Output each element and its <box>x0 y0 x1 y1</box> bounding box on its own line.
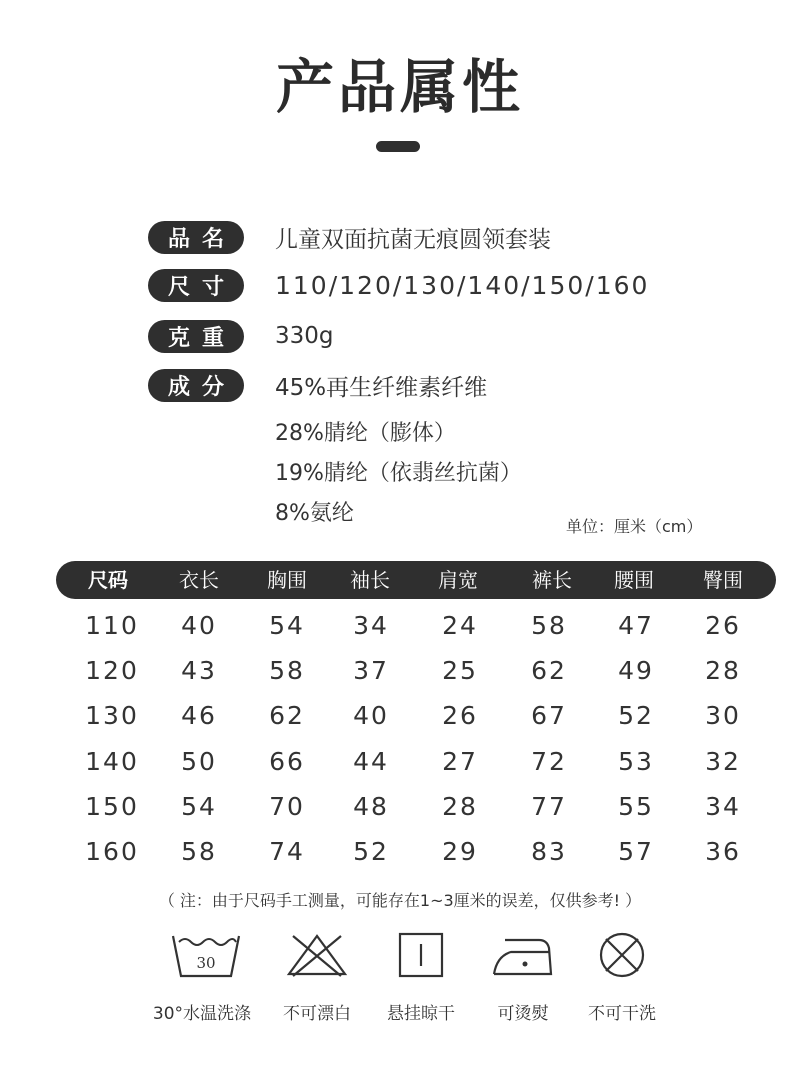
table-cell: 24 <box>442 611 478 640</box>
table-cell: 34 <box>705 792 741 821</box>
table-cell: 72 <box>531 747 567 776</box>
measurement-note: （ 注：由于尺码手工测量，可能存在1~3厘米的误差，仅供参考! ） <box>158 891 642 910</box>
attr-row-name <box>148 220 551 254</box>
table-header-cell: 尺码 <box>88 568 128 592</box>
table-header-cell: 衣长 <box>179 568 219 592</box>
attr-value: 儿童双面抗菌无痕圆领套装 <box>275 226 551 253</box>
table-cell: 52 <box>618 701 654 730</box>
table-cell: 58 <box>269 656 305 685</box>
table-cell: 53 <box>618 747 654 776</box>
table-cell: 36 <box>705 837 741 866</box>
table-cell: 44 <box>353 747 389 776</box>
table-size-cell: 130 <box>85 701 139 730</box>
table-header-cell: 裤长 <box>532 568 572 592</box>
table-cell: 27 <box>442 747 478 776</box>
care-label: 不可干洗 <box>588 1004 656 1024</box>
table-header-cell: 胸围 <box>267 568 307 592</box>
table-cell: 32 <box>705 747 741 776</box>
wash-30-icon <box>170 930 242 984</box>
attr-row-size <box>148 268 650 302</box>
table-cell: 58 <box>531 611 567 640</box>
table-cell: 26 <box>705 611 741 640</box>
attr-row-composition <box>148 368 488 402</box>
table-cell: 54 <box>269 611 305 640</box>
no-dry-clean-icon <box>597 930 647 984</box>
attr-label: 成分 <box>148 369 244 402</box>
care-label: 可烫熨 <box>497 1004 549 1024</box>
attr-label: 品名 <box>148 221 244 254</box>
table-cell: 49 <box>618 656 654 685</box>
table-header-cell: 肩宽 <box>438 568 478 592</box>
table-cell: 37 <box>353 656 389 685</box>
table-size-cell: 140 <box>85 747 139 776</box>
composition-line: 8%氨纶 <box>275 501 354 526</box>
page-title: 产品属性 <box>275 53 524 121</box>
attr-label: 尺寸 <box>148 269 244 302</box>
attr-row-weight <box>148 319 334 353</box>
table-cell: 29 <box>442 837 478 866</box>
table-cell: 54 <box>181 792 217 821</box>
attr-value: 330g <box>275 323 334 349</box>
table-cell: 83 <box>531 837 567 866</box>
table-cell: 57 <box>618 837 654 866</box>
size-table-header <box>56 561 776 599</box>
table-cell: 48 <box>353 792 389 821</box>
table-cell: 28 <box>705 656 741 685</box>
table-size-cell: 160 <box>85 837 139 866</box>
table-cell: 34 <box>353 611 389 640</box>
no-bleach-icon <box>285 930 349 984</box>
table-size-cell: 150 <box>85 792 139 821</box>
table-cell: 67 <box>531 701 567 730</box>
table-cell: 77 <box>531 792 567 821</box>
care-label: 不可漂白 <box>283 1004 351 1024</box>
table-cell: 58 <box>181 837 217 866</box>
table-header-cell: 腰围 <box>614 568 654 592</box>
table-cell: 52 <box>353 837 389 866</box>
table-cell: 50 <box>181 747 217 776</box>
table-cell: 47 <box>618 611 654 640</box>
table-cell: 74 <box>269 837 305 866</box>
table-cell: 62 <box>269 701 305 730</box>
wash-temperature: 30 <box>196 954 216 972</box>
composition-line: 28%腈纶（膨体） <box>275 421 456 446</box>
table-cell: 66 <box>269 747 305 776</box>
unit-note: 单位：厘米（cm） <box>566 517 703 536</box>
table-header-cell: 臀围 <box>703 568 743 592</box>
hang-dry-icon <box>397 930 445 984</box>
table-cell: 70 <box>269 792 305 821</box>
table-size-cell: 120 <box>85 656 139 685</box>
iron-icon <box>491 930 555 984</box>
table-cell: 43 <box>181 656 217 685</box>
care-label: 悬挂晾干 <box>387 1004 455 1024</box>
attr-value: 45%再生纤维素纤维 <box>275 374 488 401</box>
table-cell: 30 <box>705 701 741 730</box>
table-cell: 26 <box>442 701 478 730</box>
attr-label: 克重 <box>148 320 244 353</box>
composition-line: 19%腈纶（依翡丝抗菌） <box>275 461 522 486</box>
table-cell: 55 <box>618 792 654 821</box>
table-cell: 40 <box>353 701 389 730</box>
attr-value: 110/120/130/140/150/160 <box>275 270 650 300</box>
title-underline <box>376 141 420 152</box>
table-size-cell: 110 <box>85 611 139 640</box>
table-cell: 46 <box>181 701 217 730</box>
table-header-cell: 袖长 <box>350 568 390 592</box>
care-label: 30°水温洗涤 <box>152 1004 252 1024</box>
table-cell: 28 <box>442 792 478 821</box>
table-cell: 25 <box>442 656 478 685</box>
table-cell: 40 <box>181 611 217 640</box>
table-cell: 62 <box>531 656 567 685</box>
